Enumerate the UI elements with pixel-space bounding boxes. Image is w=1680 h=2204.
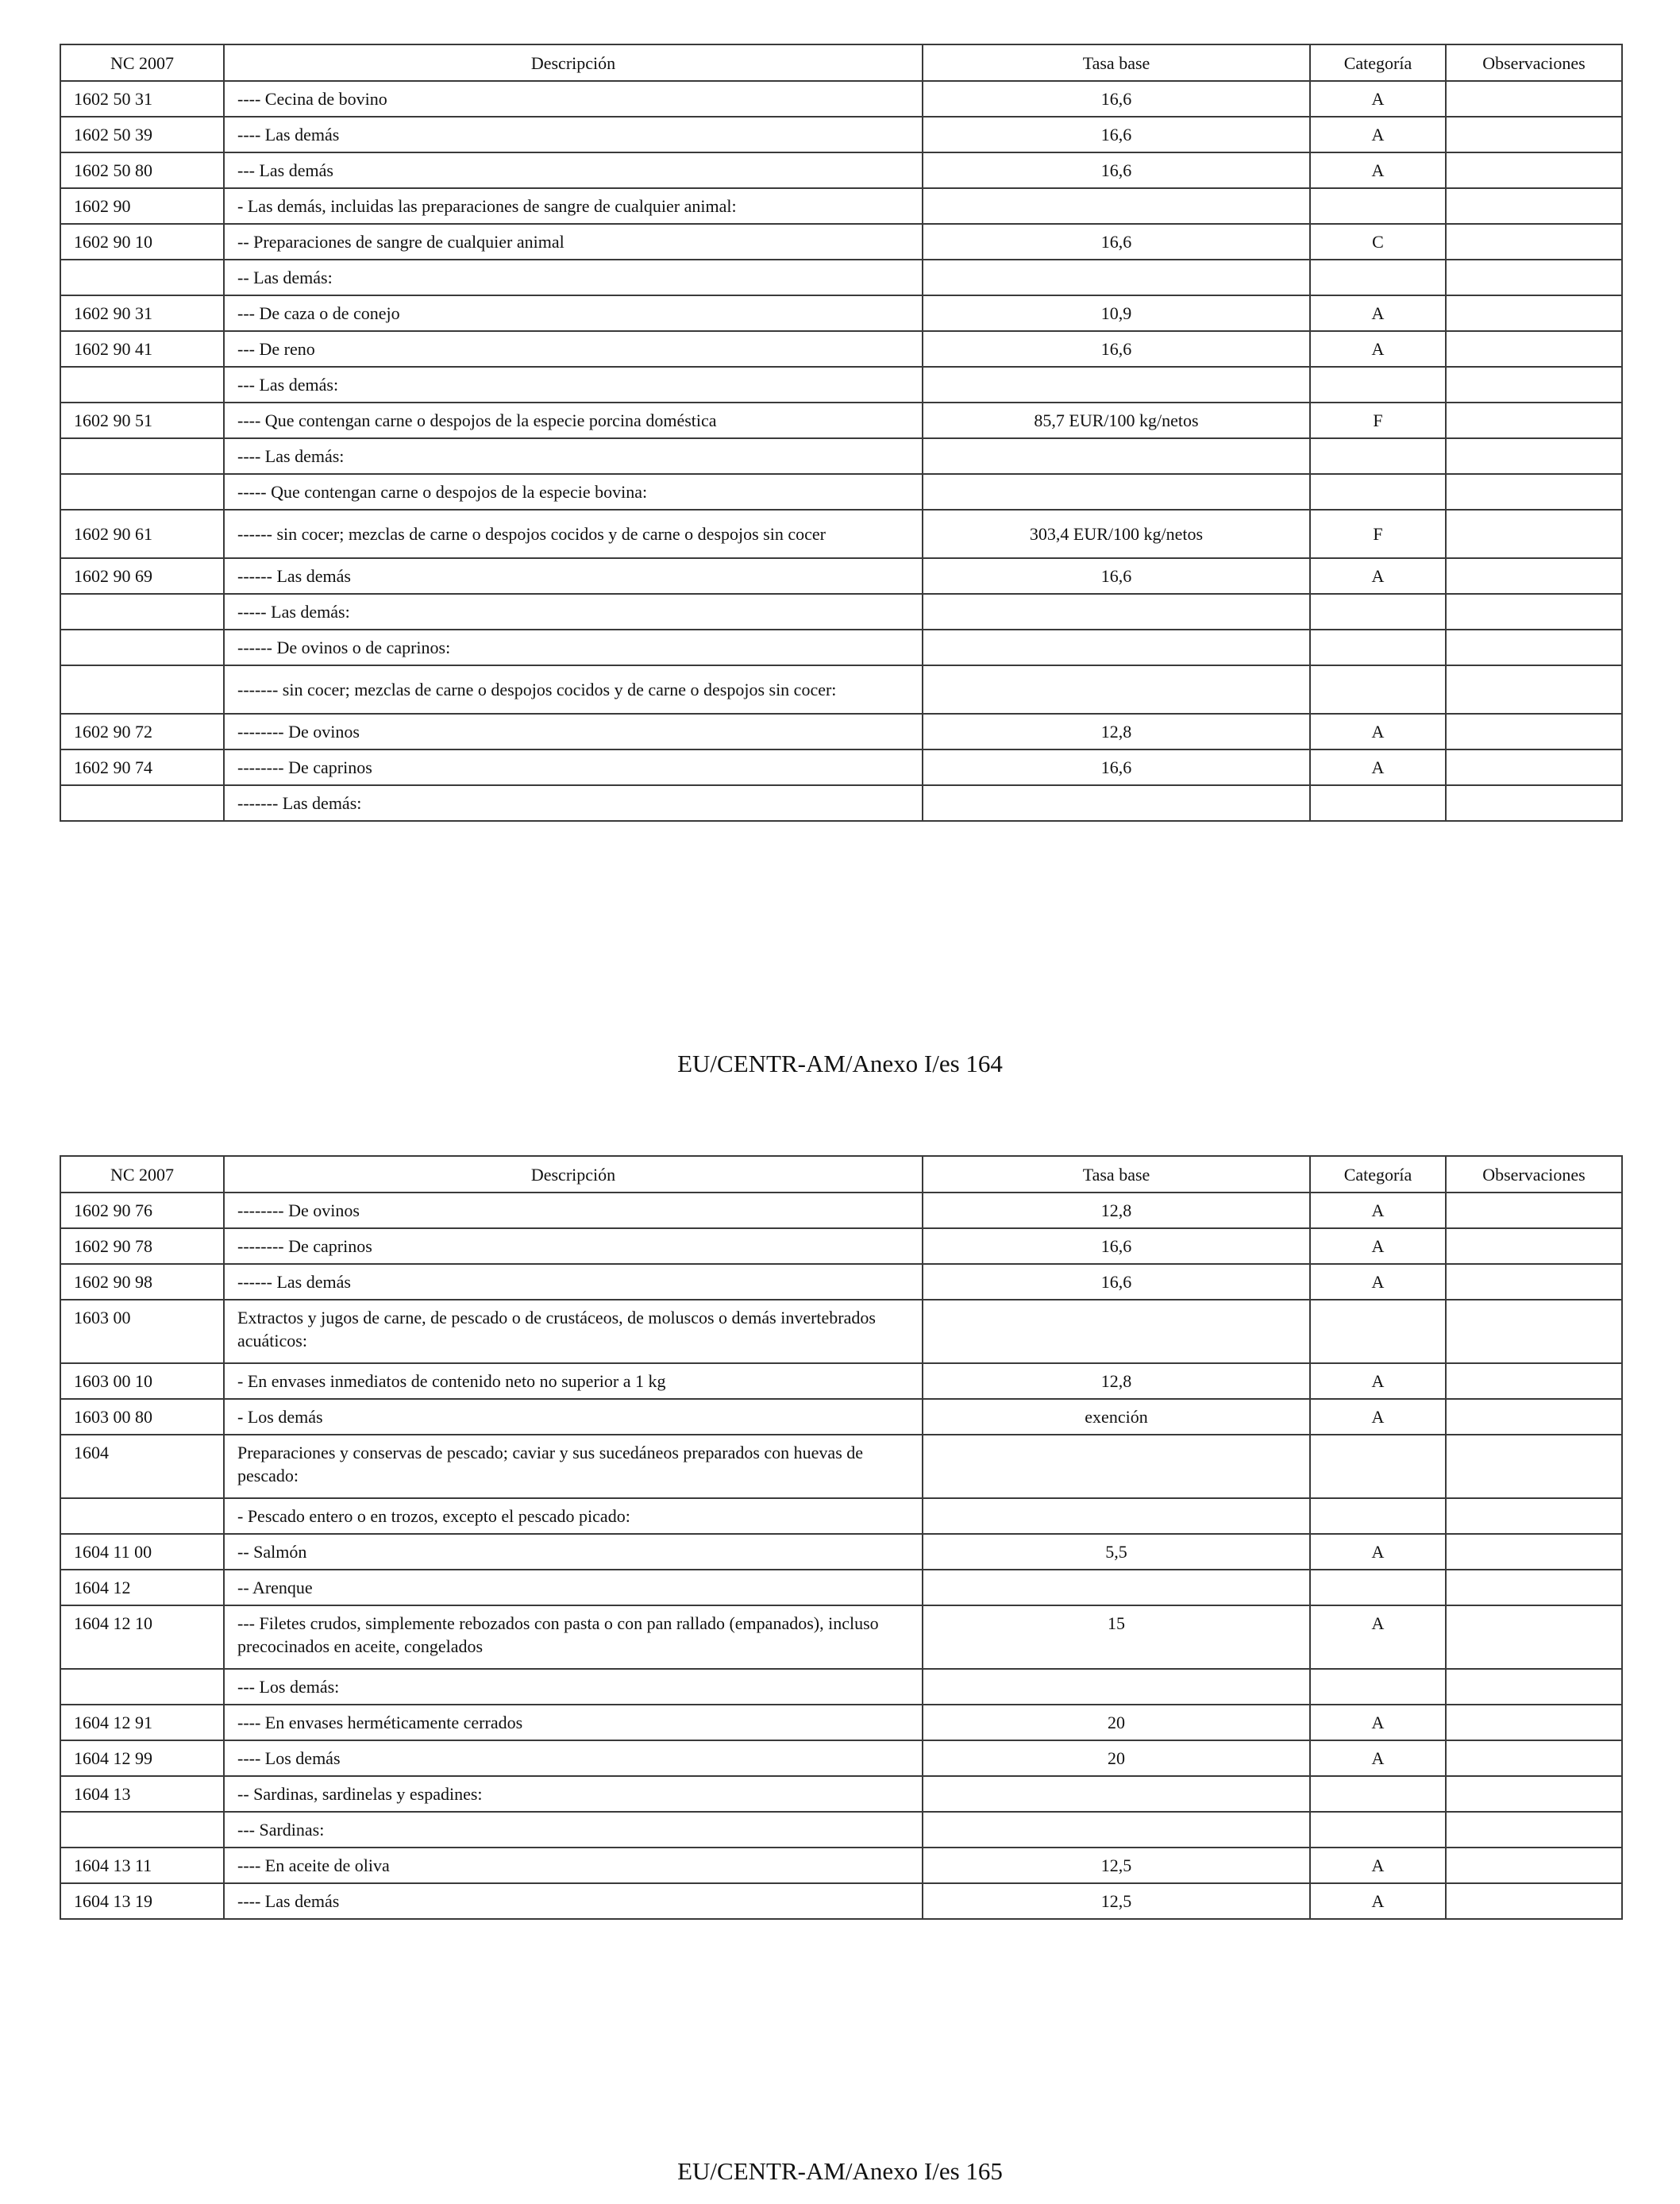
cell-description: -- Preparaciones de sangre de cualquier animal <box>224 224 923 260</box>
cell-code: 1602 90 98 <box>60 1264 224 1300</box>
table-row <box>60 1669 1622 1705</box>
cell-rate: 16,6 <box>923 749 1310 785</box>
cell-rate <box>923 367 1310 403</box>
table-row <box>60 1228 1622 1264</box>
cell-description: -------- De caprinos <box>224 1228 923 1264</box>
table-row <box>60 1605 1622 1669</box>
cell-rate <box>923 630 1310 665</box>
table-row <box>60 1848 1622 1883</box>
cell-description: --- Los demás: <box>224 1669 923 1705</box>
cell-rate <box>923 594 1310 630</box>
cell-description: - Los demás <box>224 1399 923 1435</box>
table-row <box>60 331 1622 367</box>
cell-code <box>60 785 224 821</box>
cell-category: A <box>1310 295 1446 331</box>
table-row <box>60 1740 1622 1776</box>
column-header-observations: Observaciones <box>1446 44 1622 81</box>
column-header-rate: Tasa base <box>923 1156 1310 1193</box>
table-row <box>60 367 1622 403</box>
table-row <box>60 558 1622 594</box>
table-row <box>60 1705 1622 1740</box>
cell-rate <box>923 260 1310 295</box>
cell-code: 1604 13 <box>60 1776 224 1812</box>
cell-description: ------ sin cocer; mezclas de carne o despojos cocidos y de carne o despojos sin cocer <box>224 510 923 558</box>
cell-description: ----- Que contengan carne o despojos de la especie bovina: <box>224 474 923 510</box>
cell-observations <box>1446 1264 1622 1300</box>
cell-rate: 15 <box>923 1605 1310 1669</box>
cell-rate: 16,6 <box>923 1228 1310 1264</box>
table-row <box>60 1570 1622 1605</box>
cell-description: - Pescado entero o en trozos, excepto el pescado picado: <box>224 1498 923 1534</box>
cell-description: ------ De ovinos o de caprinos: <box>224 630 923 665</box>
table-row <box>60 224 1622 260</box>
cell-category: A <box>1310 1534 1446 1570</box>
cell-observations <box>1446 714 1622 749</box>
cell-code <box>60 1669 224 1705</box>
cell-rate: 16,6 <box>923 81 1310 117</box>
cell-observations <box>1446 558 1622 594</box>
column-header-description: Descripción <box>224 44 923 81</box>
cell-category: A <box>1310 749 1446 785</box>
cell-category: A <box>1310 1399 1446 1435</box>
cell-code: 1604 12 99 <box>60 1740 224 1776</box>
cell-code <box>60 438 224 474</box>
cell-code: 1602 90 <box>60 188 224 224</box>
cell-code: 1602 90 61 <box>60 510 224 558</box>
cell-code: 1604 12 91 <box>60 1705 224 1740</box>
column-header-rate: Tasa base <box>923 44 1310 81</box>
cell-code: 1604 11 00 <box>60 1534 224 1570</box>
cell-category <box>1310 1669 1446 1705</box>
cell-category <box>1310 367 1446 403</box>
cell-rate: 16,6 <box>923 224 1310 260</box>
cell-observations <box>1446 188 1622 224</box>
cell-observations <box>1446 152 1622 188</box>
cell-rate: 12,5 <box>923 1848 1310 1883</box>
cell-rate <box>923 1669 1310 1705</box>
cell-observations <box>1446 1776 1622 1812</box>
cell-category: A <box>1310 1705 1446 1740</box>
cell-description: ---- Las demás <box>224 1883 923 1919</box>
column-header-code: NC 2007 <box>60 1156 224 1193</box>
cell-rate: 10,9 <box>923 295 1310 331</box>
cell-code: 1603 00 <box>60 1300 224 1363</box>
cell-observations <box>1446 1300 1622 1363</box>
table-row <box>60 260 1622 295</box>
cell-category <box>1310 630 1446 665</box>
cell-code: 1602 90 41 <box>60 331 224 367</box>
cell-observations <box>1446 1669 1622 1705</box>
cell-rate <box>923 1570 1310 1605</box>
table-row <box>60 785 1622 821</box>
table-row <box>60 510 1622 558</box>
cell-category <box>1310 1570 1446 1605</box>
cell-observations <box>1446 1812 1622 1848</box>
cell-category: A <box>1310 331 1446 367</box>
table-row <box>60 188 1622 224</box>
cell-code <box>60 1812 224 1848</box>
table-row <box>60 152 1622 188</box>
cell-rate <box>923 438 1310 474</box>
cell-category: A <box>1310 1883 1446 1919</box>
cell-description: --- De reno <box>224 331 923 367</box>
cell-category: F <box>1310 510 1446 558</box>
cell-rate: 16,6 <box>923 558 1310 594</box>
table-row <box>60 749 1622 785</box>
cell-code: 1604 13 11 <box>60 1848 224 1883</box>
tariff-table-page-165 <box>60 1155 1623 1920</box>
table-header-row <box>60 44 1622 81</box>
table-row <box>60 1399 1622 1435</box>
cell-rate <box>923 1776 1310 1812</box>
cell-category <box>1310 438 1446 474</box>
table-row <box>60 1300 1622 1363</box>
cell-observations <box>1446 295 1622 331</box>
cell-observations <box>1446 117 1622 152</box>
table-row <box>60 1498 1622 1534</box>
cell-description: -- Sardinas, sardinelas y espadines: <box>224 1776 923 1812</box>
cell-code <box>60 367 224 403</box>
table-row <box>60 81 1622 117</box>
cell-rate <box>923 785 1310 821</box>
cell-category: A <box>1310 152 1446 188</box>
cell-code: 1602 90 69 <box>60 558 224 594</box>
cell-code: 1602 50 39 <box>60 117 224 152</box>
cell-observations <box>1446 785 1622 821</box>
cell-observations <box>1446 749 1622 785</box>
table-row <box>60 1776 1622 1812</box>
cell-description: --- De caza o de conejo <box>224 295 923 331</box>
cell-code: 1604 12 <box>60 1570 224 1605</box>
cell-category: A <box>1310 1264 1446 1300</box>
cell-rate: 85,7 EUR/100 kg/netos <box>923 403 1310 438</box>
cell-code: 1602 90 10 <box>60 224 224 260</box>
cell-code: 1602 90 31 <box>60 295 224 331</box>
cell-observations <box>1446 1570 1622 1605</box>
cell-observations <box>1446 403 1622 438</box>
table-row <box>60 1363 1622 1399</box>
cell-observations <box>1446 438 1622 474</box>
cell-description: ---- Los demás <box>224 1740 923 1776</box>
cell-rate: 16,6 <box>923 1264 1310 1300</box>
cell-category: A <box>1310 558 1446 594</box>
cell-rate: 12,8 <box>923 714 1310 749</box>
cell-code: 1604 13 19 <box>60 1883 224 1919</box>
cell-code: 1602 50 31 <box>60 81 224 117</box>
cell-observations <box>1446 665 1622 714</box>
cell-observations <box>1446 510 1622 558</box>
cell-code <box>60 260 224 295</box>
cell-category <box>1310 1300 1446 1363</box>
cell-description: ------ Las demás <box>224 558 923 594</box>
cell-observations <box>1446 1883 1622 1919</box>
cell-rate <box>923 188 1310 224</box>
table-row <box>60 630 1622 665</box>
cell-rate <box>923 474 1310 510</box>
cell-rate: 12,5 <box>923 1883 1310 1919</box>
cell-observations <box>1446 1363 1622 1399</box>
cell-description: -------- De ovinos <box>224 1193 923 1228</box>
cell-category: A <box>1310 1740 1446 1776</box>
cell-observations <box>1446 1228 1622 1264</box>
cell-category <box>1310 665 1446 714</box>
cell-category <box>1310 785 1446 821</box>
cell-description: --- Las demás: <box>224 367 923 403</box>
cell-code: 1602 90 72 <box>60 714 224 749</box>
cell-category <box>1310 188 1446 224</box>
cell-category <box>1310 1776 1446 1812</box>
table-row <box>60 438 1622 474</box>
table-row <box>60 714 1622 749</box>
cell-description: ---- En aceite de oliva <box>224 1848 923 1883</box>
table-row <box>60 295 1622 331</box>
cell-description: -- Arenque <box>224 1570 923 1605</box>
cell-code: 1602 50 80 <box>60 152 224 188</box>
cell-description: ------ Las demás <box>224 1264 923 1300</box>
cell-description: ---- Que contengan carne o despojos de la especie porcina doméstica <box>224 403 923 438</box>
column-header-category: Categoría <box>1310 44 1446 81</box>
cell-observations <box>1446 331 1622 367</box>
table-row <box>60 474 1622 510</box>
cell-observations <box>1446 81 1622 117</box>
table-row <box>60 1534 1622 1570</box>
cell-category: A <box>1310 1605 1446 1669</box>
cell-code <box>60 594 224 630</box>
cell-observations <box>1446 260 1622 295</box>
table-row <box>60 594 1622 630</box>
cell-rate: 16,6 <box>923 331 1310 367</box>
table-row <box>60 1435 1622 1498</box>
cell-observations <box>1446 1740 1622 1776</box>
cell-observations <box>1446 1848 1622 1883</box>
cell-rate <box>923 1300 1310 1363</box>
table-row <box>60 1193 1622 1228</box>
column-header-category: Categoría <box>1310 1156 1446 1193</box>
cell-rate: exención <box>923 1399 1310 1435</box>
cell-code <box>60 630 224 665</box>
cell-rate: 20 <box>923 1705 1310 1740</box>
cell-description: --- Filetes crudos, simplemente rebozados con pasta o con pan rallado (empanados), incluso precocinados en aceite, congelados <box>224 1605 923 1669</box>
cell-category: A <box>1310 714 1446 749</box>
cell-description: ---- En envases herméticamente cerrados <box>224 1705 923 1740</box>
cell-code: 1602 90 78 <box>60 1228 224 1264</box>
cell-rate: 16,6 <box>923 152 1310 188</box>
cell-rate <box>923 665 1310 714</box>
cell-code: 1602 90 76 <box>60 1193 224 1228</box>
cell-category: A <box>1310 1228 1446 1264</box>
cell-observations <box>1446 474 1622 510</box>
column-header-description: Descripción <box>224 1156 923 1193</box>
cell-observations <box>1446 367 1622 403</box>
cell-description: Preparaciones y conservas de pescado; caviar y sus sucedáneos preparados con huevas de pescado: <box>224 1435 923 1498</box>
cell-category: F <box>1310 403 1446 438</box>
cell-category: A <box>1310 1848 1446 1883</box>
cell-code <box>60 665 224 714</box>
cell-description: Extractos y jugos de carne, de pescado o de crustáceos, de moluscos o demás invertebrados acuáticos: <box>224 1300 923 1363</box>
cell-description: --- Sardinas: <box>224 1812 923 1848</box>
cell-description: ----- Las demás: <box>224 594 923 630</box>
cell-observations <box>1446 1705 1622 1740</box>
cell-observations <box>1446 594 1622 630</box>
cell-description: -- Salmón <box>224 1534 923 1570</box>
cell-description: ---- Cecina de bovino <box>224 81 923 117</box>
cell-description: - En envases inmediatos de contenido neto no superior a 1 kg <box>224 1363 923 1399</box>
cell-observations <box>1446 1534 1622 1570</box>
cell-category: A <box>1310 1363 1446 1399</box>
table-row <box>60 1883 1622 1919</box>
cell-category: A <box>1310 117 1446 152</box>
table-header-row <box>60 1156 1622 1193</box>
table-row <box>60 117 1622 152</box>
cell-description: - Las demás, incluidas las preparaciones de sangre de cualquier animal: <box>224 188 923 224</box>
cell-observations <box>1446 1435 1622 1498</box>
cell-rate: 12,8 <box>923 1363 1310 1399</box>
cell-description: -------- De caprinos <box>224 749 923 785</box>
cell-rate <box>923 1498 1310 1534</box>
cell-category: A <box>1310 81 1446 117</box>
column-header-observations: Observaciones <box>1446 1156 1622 1193</box>
cell-category <box>1310 1435 1446 1498</box>
cell-rate: 12,8 <box>923 1193 1310 1228</box>
cell-description: --- Las demás <box>224 152 923 188</box>
cell-rate: 16,6 <box>923 117 1310 152</box>
cell-code: 1604 12 10 <box>60 1605 224 1669</box>
cell-observations <box>1446 1605 1622 1669</box>
cell-observations <box>1446 1498 1622 1534</box>
cell-code: 1602 90 51 <box>60 403 224 438</box>
cell-observations <box>1446 224 1622 260</box>
table-row <box>60 665 1622 714</box>
cell-category <box>1310 260 1446 295</box>
cell-category <box>1310 594 1446 630</box>
cell-code: 1603 00 80 <box>60 1399 224 1435</box>
cell-code: 1602 90 74 <box>60 749 224 785</box>
page-footer-164: EU/CENTR-AM/Anexo I/es 164 <box>677 1050 1003 1077</box>
cell-description: -- Las demás: <box>224 260 923 295</box>
cell-description: ---- Las demás <box>224 117 923 152</box>
cell-code <box>60 1498 224 1534</box>
cell-rate: 303,4 EUR/100 kg/netos <box>923 510 1310 558</box>
cell-code: 1603 00 10 <box>60 1363 224 1399</box>
table-row <box>60 1264 1622 1300</box>
cell-observations <box>1446 1193 1622 1228</box>
cell-description: -------- De ovinos <box>224 714 923 749</box>
column-header-code: NC 2007 <box>60 44 224 81</box>
cell-category <box>1310 1498 1446 1534</box>
table-row <box>60 403 1622 438</box>
cell-observations <box>1446 630 1622 665</box>
cell-description: ---- Las demás: <box>224 438 923 474</box>
cell-rate: 5,5 <box>923 1534 1310 1570</box>
cell-rate <box>923 1435 1310 1498</box>
cell-code <box>60 474 224 510</box>
cell-description: ------- Las demás: <box>224 785 923 821</box>
tariff-table-page-164 <box>60 44 1623 822</box>
cell-category: C <box>1310 224 1446 260</box>
table-row <box>60 1812 1622 1848</box>
cell-observations <box>1446 1399 1622 1435</box>
cell-category <box>1310 474 1446 510</box>
cell-rate <box>923 1812 1310 1848</box>
cell-rate: 20 <box>923 1740 1310 1776</box>
cell-category <box>1310 1812 1446 1848</box>
cell-description: ------- sin cocer; mezclas de carne o despojos cocidos y de carne o despojos sin cocer: <box>224 665 923 714</box>
cell-category: A <box>1310 1193 1446 1228</box>
cell-code: 1604 <box>60 1435 224 1498</box>
page-footer-165: EU/CENTR-AM/Anexo I/es 165 <box>677 2157 1003 2185</box>
